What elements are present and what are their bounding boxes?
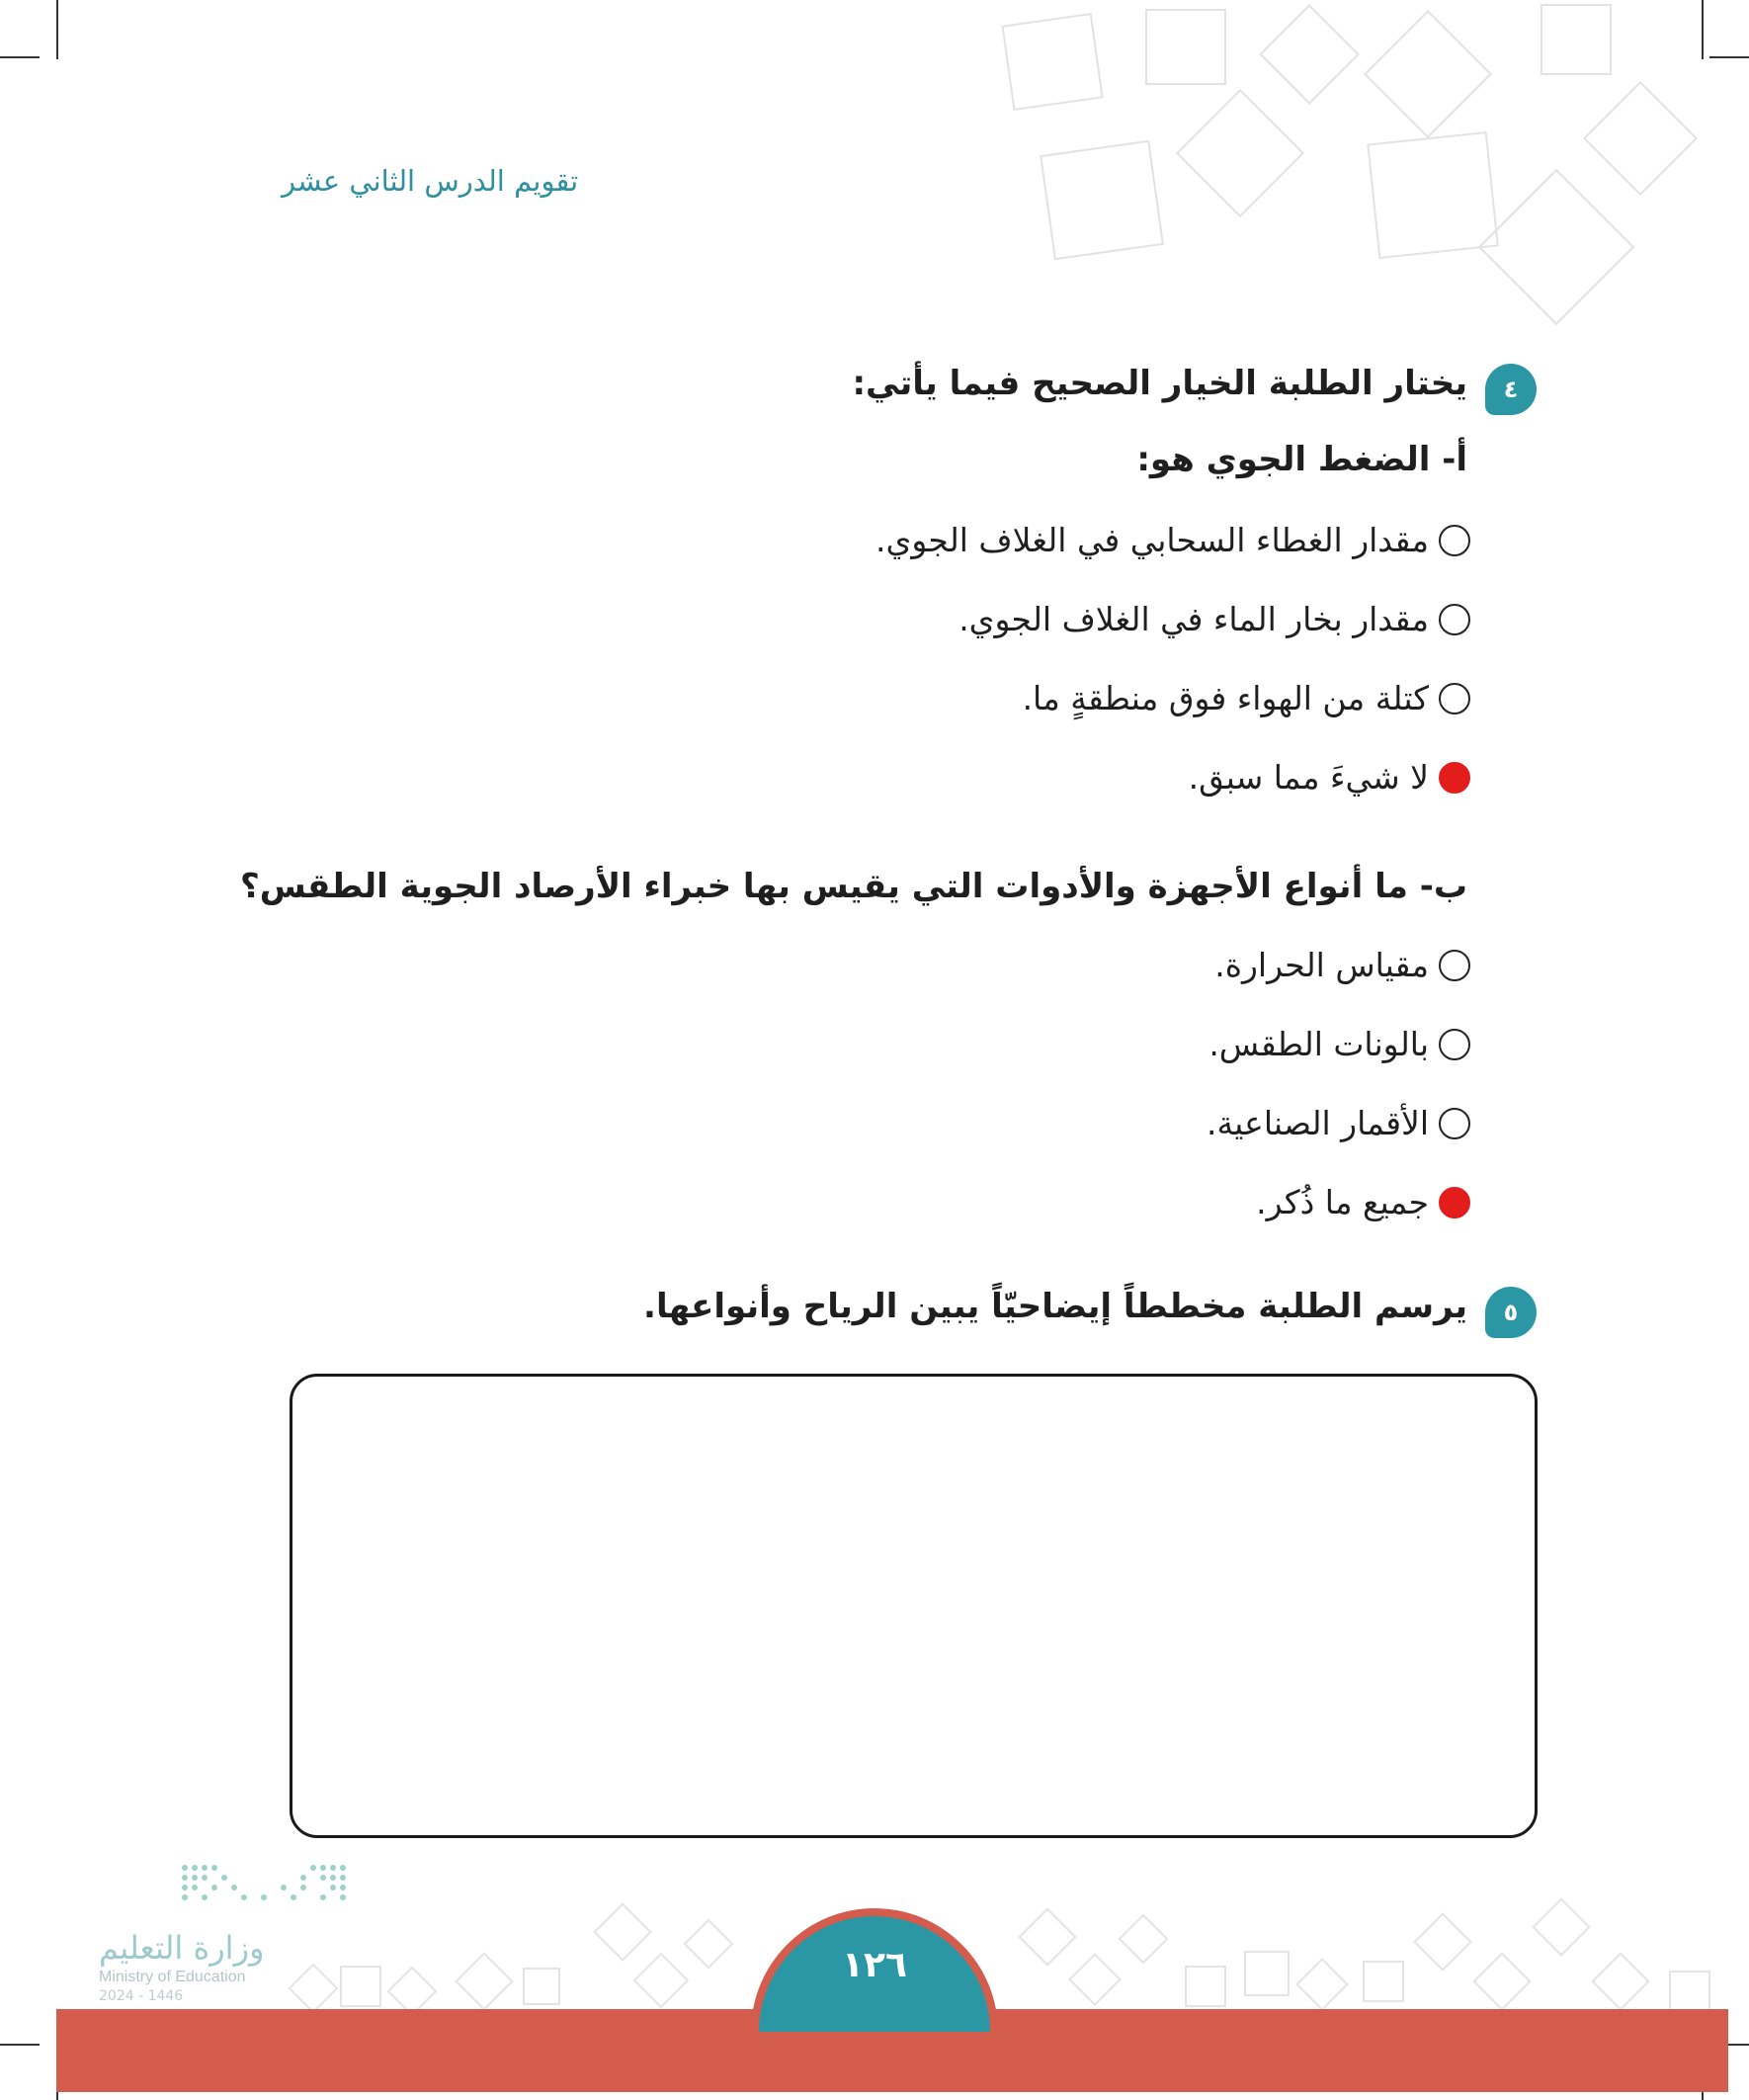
radio-empty-icon[interactable] <box>1439 950 1470 981</box>
q4a-option-3[interactable] <box>1023 679 1470 717</box>
question-4-prompt: يختار الطلبة الخيار الصحيح فيما يأتي: <box>852 364 1467 403</box>
option-text: الأقمار الصناعية. <box>1206 1104 1429 1142</box>
q4b-option-2[interactable] <box>1208 1025 1470 1063</box>
drawing-answer-box[interactable] <box>290 1374 1538 1838</box>
q4b-option-3[interactable] <box>1207 1104 1470 1142</box>
radio-empty-icon[interactable] <box>1439 1029 1470 1060</box>
option-text: بالونات الطقس. <box>1208 1025 1429 1063</box>
radio-empty-icon[interactable] <box>1439 1108 1470 1139</box>
ministry-name-arabic: وزارة التعليم <box>99 1929 265 1967</box>
option-text: لا شيءَ مما سبق. <box>1188 758 1429 797</box>
question-4b-label: ب- ما أنواع الأجهزة والأدوات التي يقيس بها خبراء الأرصاد الجوية الطقس؟ <box>239 867 1467 906</box>
q4a-option-1[interactable] <box>875 521 1470 559</box>
radio-selected-icon[interactable] <box>1439 1187 1470 1218</box>
q4a-option-2[interactable] <box>958 600 1470 638</box>
option-text: جميع ما ذُكر. <box>1256 1183 1429 1221</box>
radio-empty-icon[interactable] <box>1439 683 1470 714</box>
q4b-option-1[interactable] <box>1214 946 1470 984</box>
q4a-option-4[interactable] <box>1189 758 1470 797</box>
crop-mark <box>0 2044 40 2046</box>
ministry-year: 2024 - 1446 <box>99 1988 184 2004</box>
question-4a-label: أ- الضغط الجوي هو: <box>1136 440 1467 479</box>
page-number-tab <box>751 1903 998 2032</box>
question-5-prompt: يرسم الطلبة مخططاً إيضاحيّاً يبين الرياح وأنواعها. <box>643 1287 1467 1326</box>
question-5-number-badge: ٥ <box>1485 1287 1537 1338</box>
radio-selected-icon[interactable] <box>1439 762 1470 794</box>
radio-empty-icon[interactable] <box>1439 604 1470 635</box>
option-text: كتلة من الهواء فوق منطقةٍ ما. <box>1022 679 1429 717</box>
option-text: مقدار بخار الماء في الغلاف الجوي. <box>958 600 1429 638</box>
page-number: ١٢٦ <box>842 1945 907 1985</box>
option-text: مقياس الحرارة. <box>1214 946 1429 984</box>
option-text: مقدار الغطاء السحابي في الغلاف الجوي. <box>875 521 1429 559</box>
decorative-squares-top <box>0 0 1749 356</box>
q4b-option-4[interactable] <box>1256 1183 1470 1221</box>
lesson-review-title: تقويم الدرس الثاني عشر <box>282 164 579 198</box>
question-4-number-badge: ٤ <box>1485 364 1537 415</box>
radio-empty-icon[interactable] <box>1439 525 1470 556</box>
ministry-name-english: Ministry of Education <box>99 1969 246 1985</box>
